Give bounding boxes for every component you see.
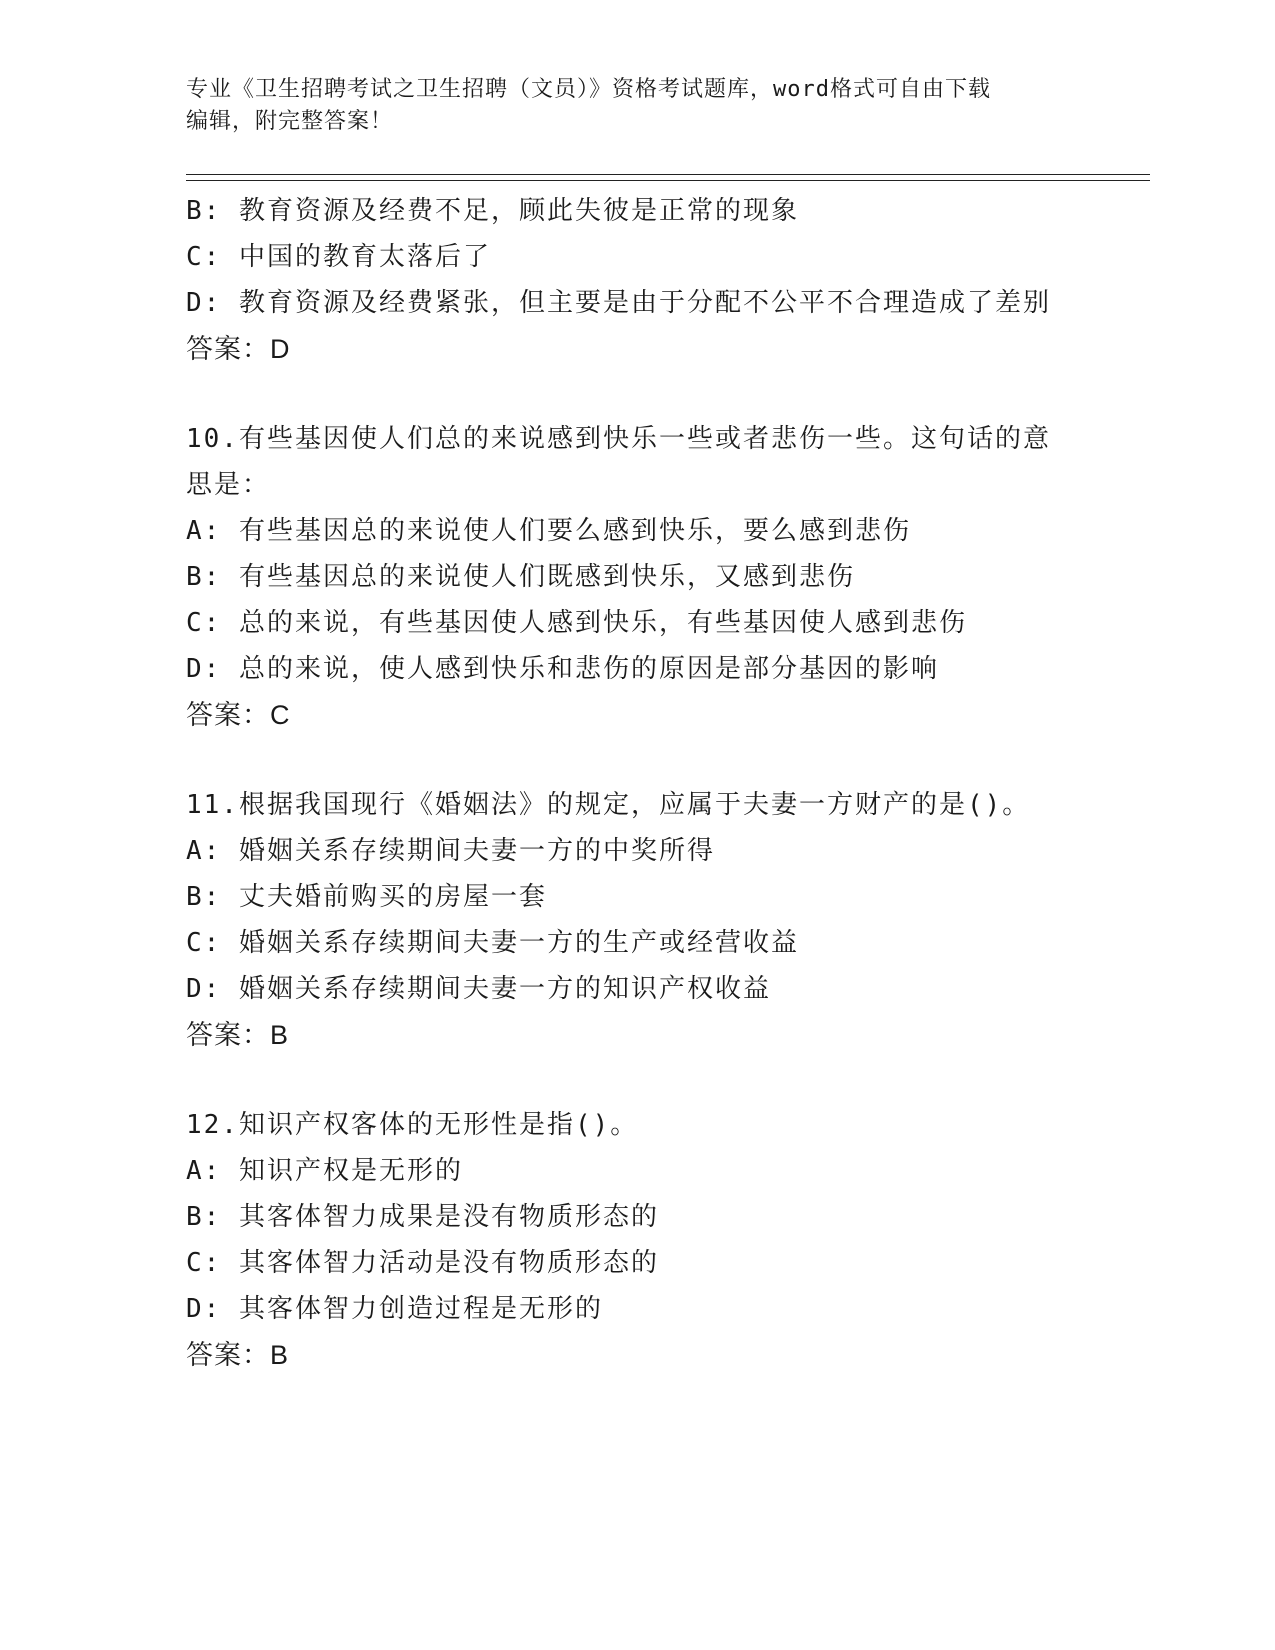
question-11 (186, 782, 1086, 1058)
header-divider-bottom (186, 180, 1150, 181)
answer: 答案：D (186, 334, 291, 364)
question-list (186, 188, 1086, 1378)
option-a: A: 知识产权是无形的 (186, 1156, 463, 1186)
spacer (186, 738, 1086, 782)
option-d: D: 教育资源及经费紧张，但主要是由于分配不公平不合理造成了差别 (186, 288, 1051, 318)
question-stem: 12.知识产权客体的无形性是指()。 (186, 1110, 639, 1140)
option-b: B: 有些基因总的来说使人们既感到快乐，又感到悲伤 (186, 562, 855, 592)
option-c: C: 总的来说，有些基因使人感到快乐，有些基因使人感到悲伤 (186, 608, 967, 638)
option-d: D: 婚姻关系存续期间夫妻一方的知识产权收益 (186, 974, 771, 1004)
option-b: B: 教育资源及经费不足，顾此失彼是正常的现象 (186, 196, 799, 226)
option-a: A: 婚姻关系存续期间夫妻一方的中奖所得 (186, 836, 715, 866)
option-b: B: 丈夫婚前购买的房屋一套 (186, 882, 547, 912)
option-c: C: 其客体智力活动是没有物质形态的 (186, 1248, 659, 1278)
answer: 答案：B (186, 1020, 290, 1050)
option-d: D: 总的来说，使人感到快乐和悲伤的原因是部分基因的影响 (186, 654, 939, 684)
answer: 答案：B (186, 1340, 290, 1370)
header-divider-top (186, 174, 1150, 175)
header-line-2: 编辑，附完整答案！ (186, 109, 394, 134)
question-stem: 11.根据我国现行《婚姻法》的规定，应属于夫妻一方财产的是()。 (186, 790, 1031, 820)
question-10 (186, 416, 1086, 738)
option-a: A: 有些基因总的来说使人们要么感到快乐，要么感到悲伤 (186, 516, 911, 546)
question-9-tail (186, 188, 1086, 372)
document-header (186, 74, 1086, 138)
option-c: C: 中国的教育太落后了 (186, 242, 491, 272)
question-stem-line-2: 思是： (186, 470, 271, 500)
answer: 答案：C (186, 700, 291, 730)
option-c: C: 婚姻关系存续期间夫妻一方的生产或经营收益 (186, 928, 799, 958)
spacer (186, 372, 1086, 416)
question-stem-line-1: 10.有些基因使人们总的来说感到快乐一些或者悲伤一些。这句话的意 (186, 424, 1051, 454)
option-b: B: 其客体智力成果是没有物质形态的 (186, 1202, 659, 1232)
header-line-1: 专业《卫生招聘考试之卫生招聘（文员）》资格考试题库，word格式可自由下载 (186, 77, 991, 102)
option-d: D: 其客体智力创造过程是无形的 (186, 1294, 603, 1324)
spacer (186, 1058, 1086, 1102)
question-12 (186, 1102, 1086, 1378)
